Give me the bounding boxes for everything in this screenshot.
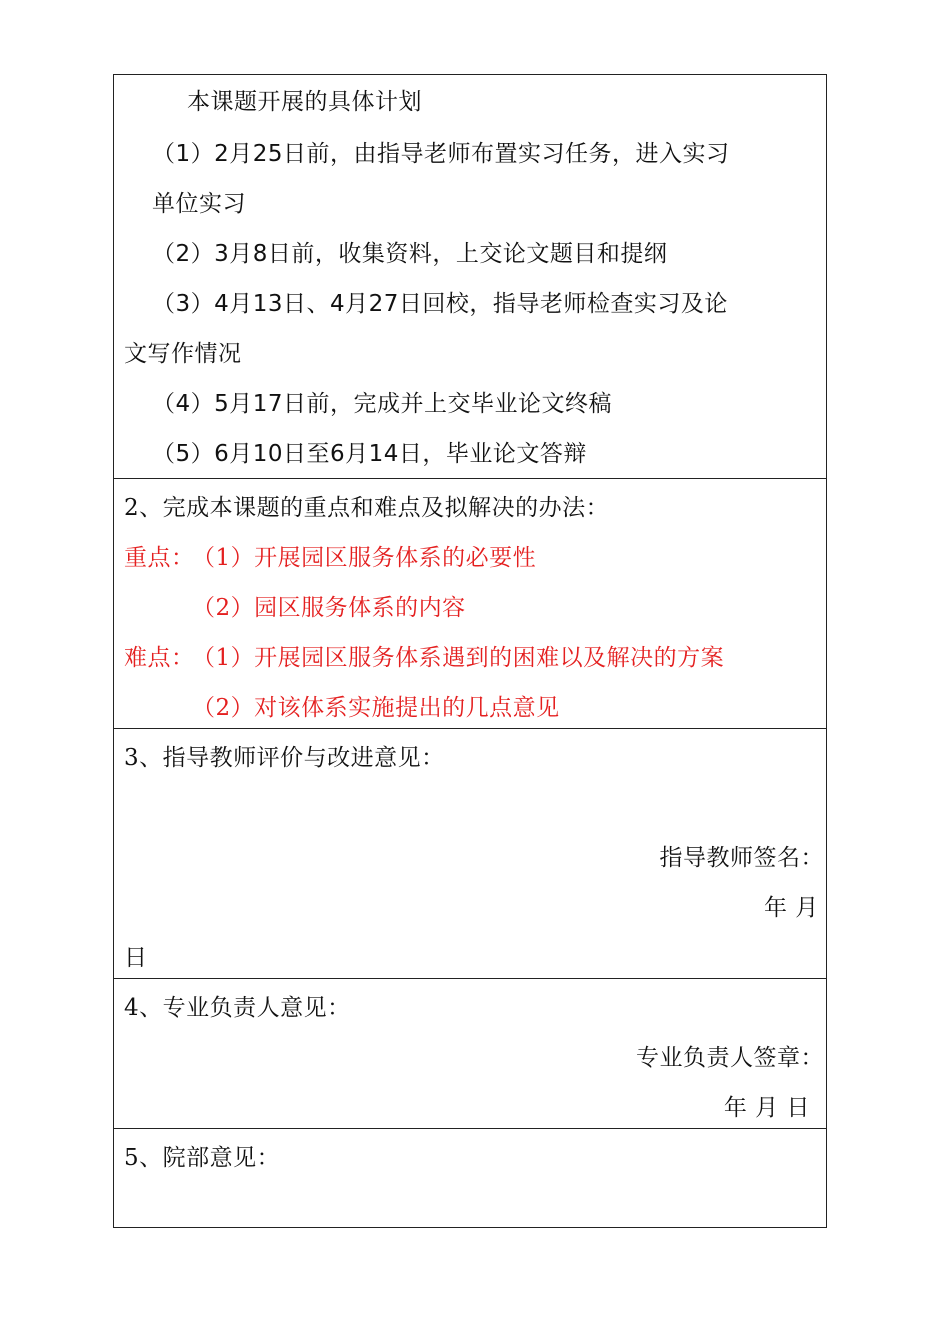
plan-item-5: （5）6月10日至6月14日，毕业论文答辩 <box>152 441 587 467</box>
section4-heading: 4、专业负责人意见： <box>124 995 351 1021</box>
difficulty-label: 难点： <box>124 645 195 671</box>
program-head-date: 年 月 日 <box>723 1095 810 1121</box>
key-points-label: 重点： <box>124 545 195 571</box>
program-head-signature-label: 专业负责人签章： <box>636 1045 824 1071</box>
plan-section <box>114 75 826 479</box>
key-point-2: （2）园区服务体系的内容 <box>192 595 466 621</box>
plan-item-4: （4）5月17日前，完成并上交毕业论文终稿 <box>152 391 613 417</box>
plan-item-2: （2）3月8日前，收集资料，上交论文题目和提纲 <box>152 241 668 267</box>
advisor-signature-label: 指导教师签名： <box>659 845 824 871</box>
department-section <box>114 1129 826 1227</box>
difficulty-point-2: （2）对该体系实施提出的几点意见 <box>192 695 560 721</box>
plan-item-3-cont: 文写作情况 <box>124 341 242 367</box>
section3-heading: 3、指导教师评价与改进意见： <box>124 745 445 771</box>
program-head-section <box>114 979 826 1129</box>
plan-item-3: （3）4月13日、4月27日回校，指导老师检查实习及论 <box>152 291 728 317</box>
plan-title: 本课题开展的具体计划 <box>187 89 422 115</box>
difficulty-point-1: （1）开展园区服务体系遇到的困难以及解决的方案 <box>192 645 725 671</box>
plan-item-1: （1）2月25日前，由指导老师布置实习任务，进入实习 <box>152 141 730 167</box>
review-form-table <box>113 74 827 1228</box>
plan-item-1-cont: 单位实习 <box>152 191 246 217</box>
advisor-section <box>114 729 826 979</box>
key-point-1: （1）开展园区服务体系的必要性 <box>192 545 537 571</box>
key-difficulty-section <box>114 479 826 729</box>
section5-heading: 5、院部意见： <box>124 1145 281 1171</box>
section2-heading: 2、完成本课题的重点和难点及拟解决的办法： <box>124 495 610 521</box>
advisor-date-year-month: 年 月 <box>764 895 819 921</box>
advisor-date-day: 日 <box>124 945 148 971</box>
